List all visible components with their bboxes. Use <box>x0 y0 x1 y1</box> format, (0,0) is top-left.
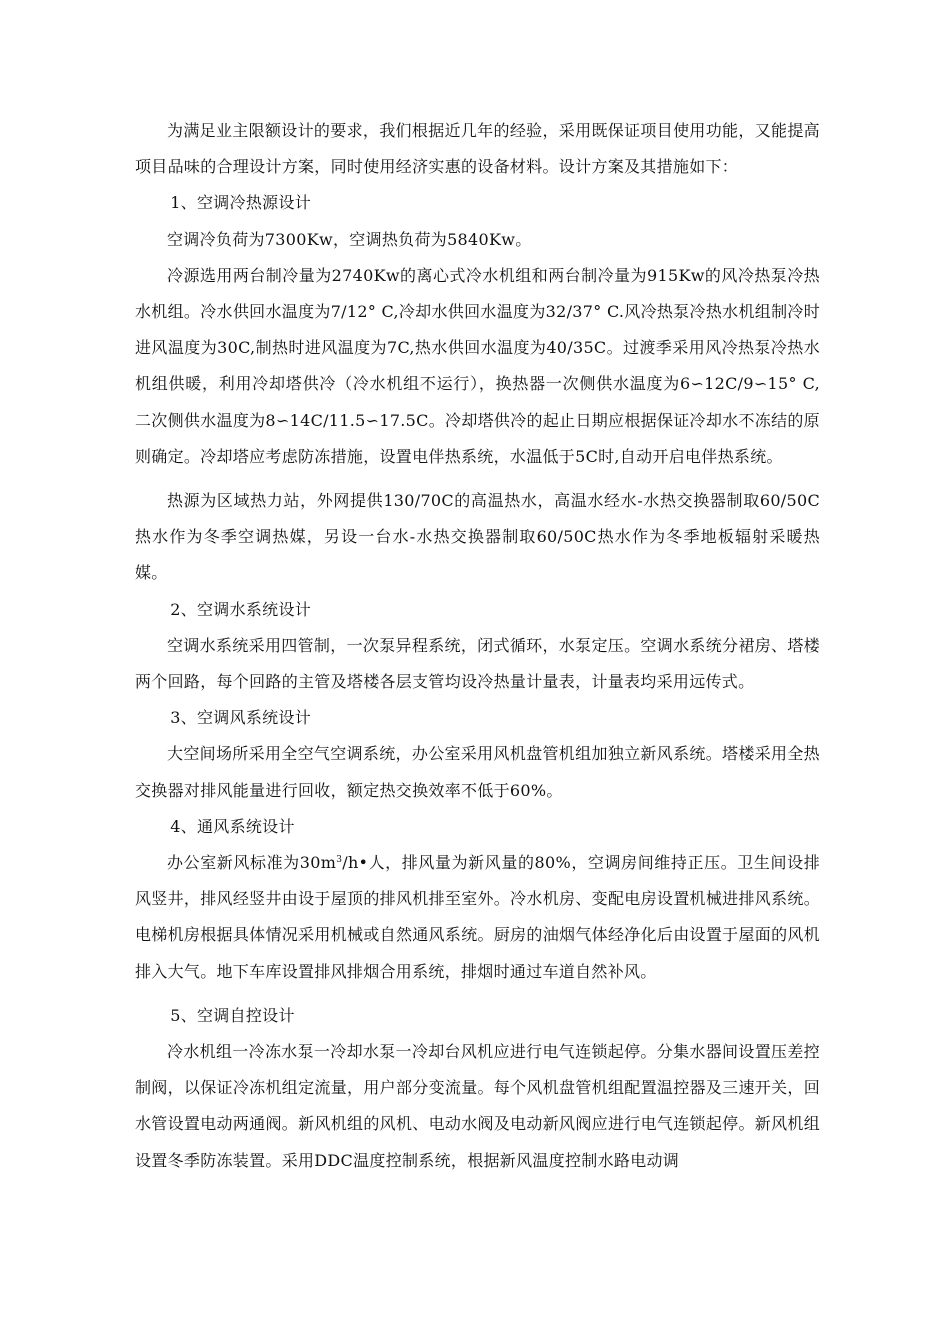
heat-source-paragraph: 热源为区域热力站，外网提供130/70C的高温热水，高温水经水-水热交换器制取60/50C热水作为冬季空调热媒，另设一台水-水热交换器制取60/50C热水作为冬季地板辐射采暖热媒。 <box>135 491 820 583</box>
ventilation-text-after: /h•人，排风量为新风量的80%，空调房间维持正压。卫生间设排风竖井，排风经竖井由设于屋顶的排风机排至室外。冷水机房、变配电房设置机械进排风系统。电梯机房根据具体情况采用机械或自然通风系统。厨房的油烟气体经净化后由设置于屋面的风机排入大气。地下车库设置排风排烟合用系统，排烟时通过车道自然补风。 <box>135 853 820 981</box>
ventilation-paragraph <box>135 845 820 990</box>
air-system-paragraph: 大空间场所采用全空气空调系统，办公室采用风机盘管机组加独立新风系统。塔楼采用全热交换器对排风能量进行回收，额定热交换效率不低于60%。 <box>135 744 820 800</box>
cold-source-paragraph: 冷源选用两台制冷量为2740Kw的离心式冷水机组和两台制冷量为915Kw的风冷热泵冷热水机组。冷水供回水温度为7/12° C,冷却水供回水温度为32/37° C.风冷热泵冷热水机组制冷时进风温度为30C,制热时进风温度为7C,热水供回水温度为40/35C。过渡季采用风冷热泵冷热水机组供暖，利用冷却塔供冷（冷水机组不运行），换热器一次侧供水温度为6∽12C/9∽15° C,二次侧供水温度为8∽14C/11.5∽17.5C。冷却塔供冷的起止日期应根据保证冷却水不冻结的原则确定。冷却塔应考虑防冻措施，设置电伴热系统，水温低于5C时,自动开启电伴热系统。 <box>135 265 820 466</box>
cubic-superscript: 3 <box>336 855 343 866</box>
document-body <box>135 113 820 1179</box>
intro-paragraph: 为满足业主限额设计的要求，我们根据近几年的经验，采用既保证项目使用功能，又能提高项目品味的合理设计方案，同时使用经济实惠的设备材料。设计方案及其措施如下： <box>135 121 820 177</box>
water-system-paragraph: 空调水系统采用四管制，一次泵异程系统，闭式循环，水泵定压。空调水系统分裙房、塔楼两个回路，每个回路的主管及塔楼各层支管均设冷热量计量表，计量表均采用远传式。 <box>135 635 820 692</box>
section-heading-2: 2、空调水系统设计 <box>170 599 312 619</box>
ventilation-text-before: 办公室新风标准为30m <box>167 853 337 873</box>
section-heading-4: 4、通风系统设计 <box>170 816 295 836</box>
control-paragraph: 冷水机组一冷冻水泵一冷却水泵一冷却台风机应进行电气连锁起停。分集水器间设置压差控制阀，以保证冷冻机组定流量，用户部分变流量。每个风机盘管机组配置温控器及三速开关，回水管设置电动两通阀。新风机组的风机、电动水阀及电动新风阀应进行电气连锁起停。新风机组设置冬季防冻装置。采用DDC温度控制系统，根据新风温度控制水路电动调 <box>135 1042 820 1170</box>
section-heading-1: 1、空调冷热源设计 <box>170 193 312 213</box>
section-heading-5: 5、空调自控设计 <box>170 1005 295 1025</box>
load-paragraph: 空调冷负荷为7300Kw，空调热负荷为5840Kw。 <box>167 229 532 249</box>
section-heading-3: 3、空调风系统设计 <box>170 708 312 728</box>
